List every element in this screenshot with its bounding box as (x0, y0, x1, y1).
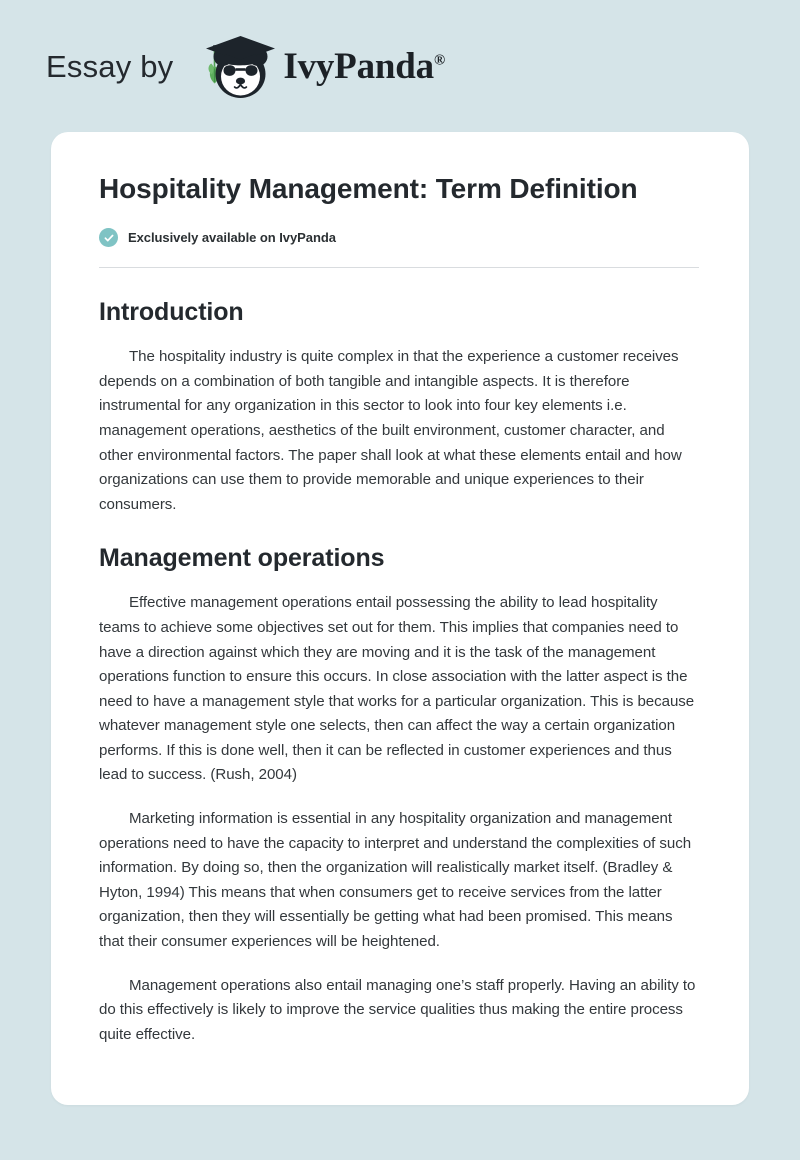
essay-paper-card (51, 132, 749, 1105)
exclusive-availability-badge (99, 228, 699, 247)
section-heading-management-operations: Management operations (99, 544, 385, 573)
header-divider (99, 267, 699, 268)
essay-by-label: Essay by (46, 48, 174, 84)
paragraph: Management operations also entail managing one’s staff properly. Having an ability to do this effectively is likely to improve the service qualities thus making the entire process quite effective. (99, 976, 696, 1043)
registered-trademark-mark: ® (433, 52, 445, 69)
exclusive-availability-label: Exclusively available on IvyPanda (128, 230, 336, 246)
brand-header (0, 0, 800, 132)
ivypanda-wordmark (283, 45, 445, 87)
paper-content (75, 172, 723, 1047)
ivypanda-wordmark-text: IvyPanda (283, 45, 434, 87)
check-circle-icon (99, 228, 118, 247)
paragraph: Effective management operations entail possessing the ability to lead hospitality teams to achieve some objectives set out for them. This implies that companies need to have a direction against which they are moving and it is the task of the management operations function to ensure this occurs. In close association with the latter aspect is the need to have a management style that works for a particular organization. This is because whatever management style one selects, then can affect the way a certain organization performs. If this is done well, then it can be reflected in customer experiences and thus lead to success. (Rush, 2004) (99, 594, 695, 784)
paragraph: The hospitality industry is quite complex in that the experience a customer receives depends on a combination of both tangible and intangible aspects. It is therefore instrumental for any organization in this sector to look into four key elements i.e. management operations, aesthetics of the built environment, customer character, and other environmental factors. The paper shall look at what these elements entail and how organizations can use them to provide memorable and unique experiences to their consumers. (99, 348, 682, 513)
section-heading-introduction: Introduction (99, 298, 244, 327)
ivypanda-panda-graduate-logo-icon (195, 30, 281, 102)
paragraph: Marketing information is essential in any hospitality organization and management operations need to have the capacity to interpret and understand the complexities of such information. By doing so, then the organization will realistically market itself. (Bradley & Hyton, 1994) This means that when consumers get to receive services from the latter organization, then they will essentially be getting what had been promised. This means that their consumer experiences will be heightened. (99, 810, 692, 951)
page-title: Hospitality Management: Term Definition (99, 173, 638, 204)
ivypanda-logo[interactable] (195, 30, 445, 102)
